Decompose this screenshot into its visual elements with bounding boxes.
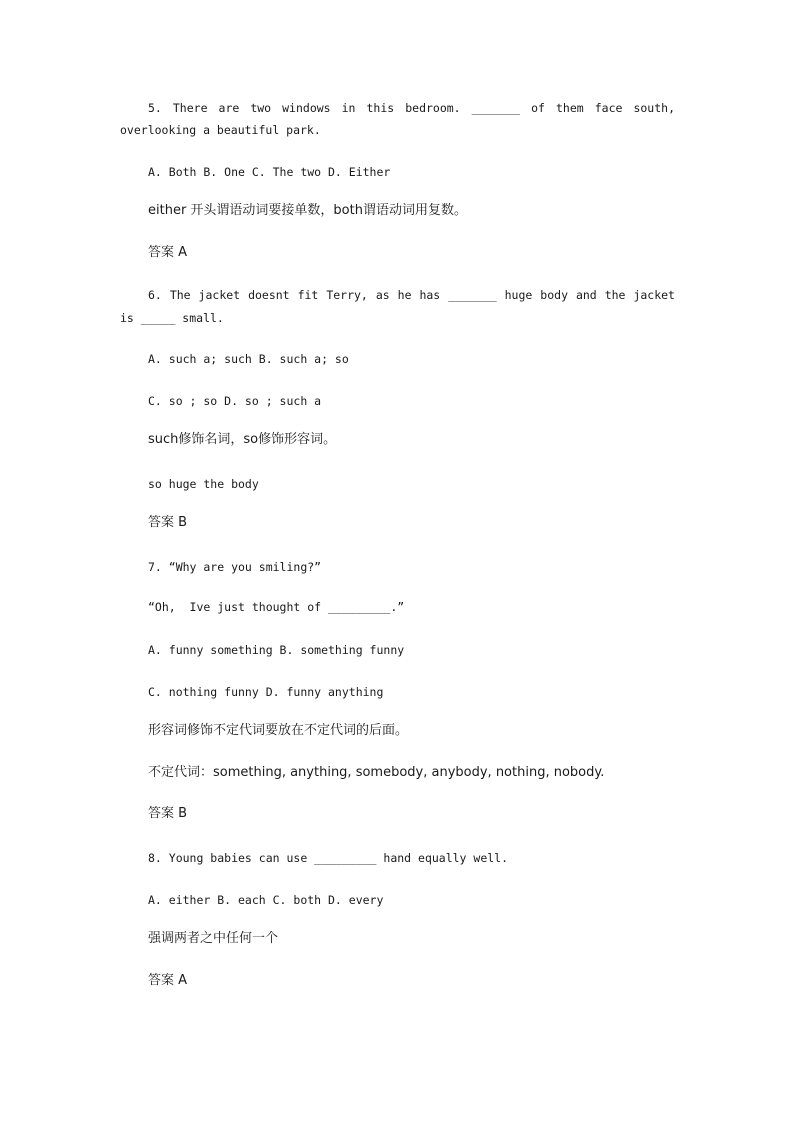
question-8-stem-line1: 8. Young babies can use _________ hand equally well. xyxy=(148,851,509,865)
question-6-note-1: such修饰名词，so修饰形容词。 xyxy=(148,432,337,447)
question-5-answer: 答案 A xyxy=(148,245,188,260)
question-5-note: either 开头谓语动词要接单数，both谓语动词用复数。 xyxy=(148,203,467,218)
question-8-note: 强调两者之中任何一个 xyxy=(148,931,279,946)
question-7-answer: 答案 B xyxy=(148,806,188,821)
question-6-stem-line1: 6. The jacket doesnt fit Terry, as he has _______ huge body and the jacket xyxy=(148,288,675,302)
question-6-answer: 答案 B xyxy=(148,515,188,530)
question-5-options: A. Both B. One C. The two D. Either xyxy=(148,165,391,179)
question-6-options-line1: A. such a; such B. such a; so xyxy=(148,352,349,366)
question-7-options-line1: A. funny something B. something funny xyxy=(148,643,405,657)
question-8-options: A. either B. each C. both D. every xyxy=(148,893,384,907)
question-7-note-1: 形容词修饰不定代词要放在不定代词的后面。 xyxy=(148,723,409,738)
question-6-note-2: so huge the body xyxy=(148,477,259,491)
question-8-answer: 答案 A xyxy=(148,973,188,988)
question-5-stem-line2: overlooking a beautiful park. xyxy=(120,123,321,137)
question-7-stem-line2: “Oh, Ive just thought of _________.” xyxy=(148,600,405,614)
question-7-note-2: 不定代词：something, anything, somebody, anybody, nothing, nobody. xyxy=(148,765,605,780)
question-7-stem-line1: 7. “Why are you smiling?” xyxy=(148,560,322,574)
question-6-stem-line2: is _____ small. xyxy=(120,311,224,325)
question-6-options-line2: C. so ; so D. so ; such a xyxy=(148,394,322,408)
question-5-stem-line1: 5. There are two windows in this bedroom. _______ of them face south, xyxy=(148,101,675,115)
question-7-options-line2: C. nothing funny D. funny anything xyxy=(148,685,384,699)
